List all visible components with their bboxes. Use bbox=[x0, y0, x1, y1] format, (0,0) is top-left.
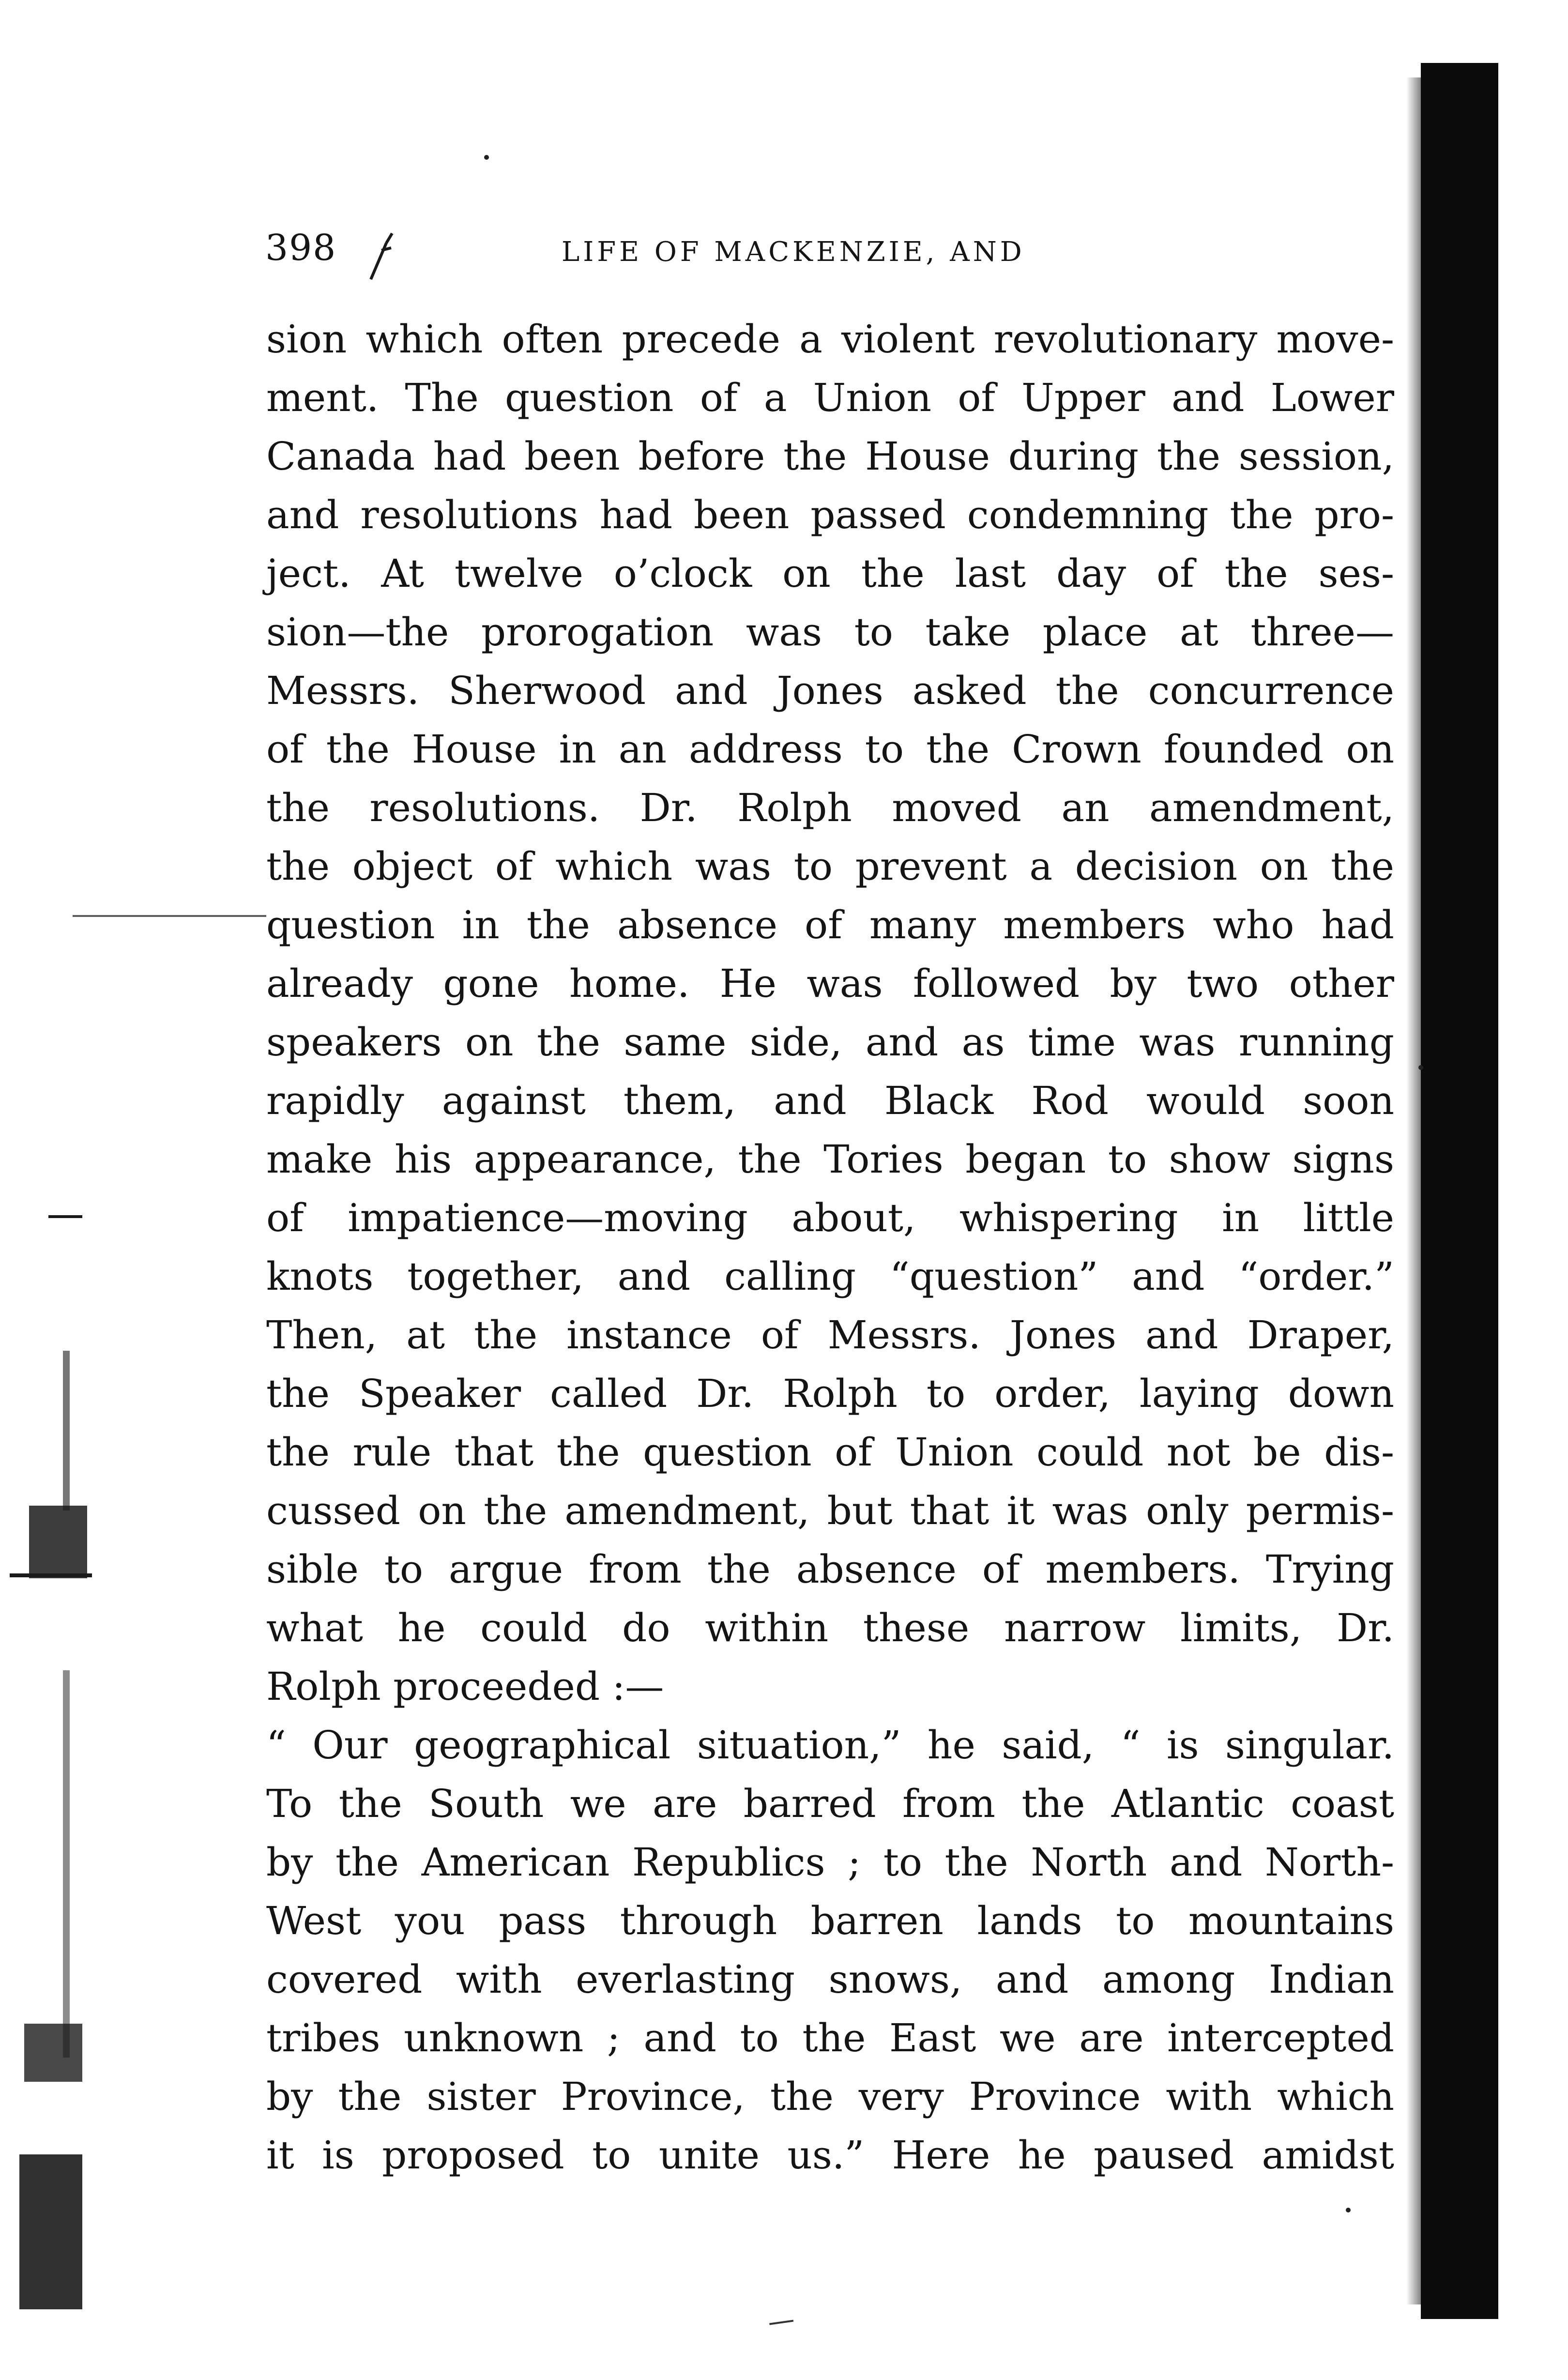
text-line: the object of which was to prevent a decision on the bbox=[266, 844, 1394, 889]
text-line: tribes unknown ; and to the East we are intercepted bbox=[266, 2015, 1394, 2060]
text-line: sion—the prorogation was to take place at three— bbox=[266, 610, 1394, 655]
gutter-mark bbox=[19, 2154, 82, 2309]
text-line: West you pass through barren lands to mountains bbox=[266, 1898, 1394, 1943]
text-line: already gone home. He was followed by two other bbox=[266, 961, 1394, 1006]
text-line: ment. The question of a Union of Upper and Lower bbox=[266, 375, 1394, 420]
binding-bar bbox=[1421, 63, 1498, 2319]
gutter-mark bbox=[63, 1351, 70, 1510]
text-line: it is proposed to unite us.” Here he paused amidst bbox=[266, 2133, 1394, 2178]
text-line: cussed on the amendment, but that it was only permis- bbox=[266, 1488, 1394, 1533]
text-line: Then, at the instance of Messrs. Jones and Draper, bbox=[266, 1312, 1394, 1358]
speck bbox=[1418, 1065, 1423, 1070]
text-line: by the sister Province, the very Province with which bbox=[266, 2074, 1394, 2119]
text-line: sible to argue from the absence of members. Trying bbox=[266, 1547, 1394, 1592]
text-line: Rolph proceeded :— bbox=[266, 1664, 664, 1709]
page-header bbox=[265, 224, 1393, 282]
gutter-mark bbox=[10, 1573, 92, 1577]
text-line: the rule that the question of Union could not be dis- bbox=[266, 1430, 1394, 1475]
gutter-mark bbox=[48, 1215, 82, 1218]
text-line: covered with everlasting snows, and among Indian bbox=[266, 1957, 1394, 2002]
text-line: by the American Republics ; to the North and North- bbox=[266, 1840, 1394, 1885]
gutter-mark bbox=[29, 1506, 87, 1578]
speck bbox=[484, 155, 489, 160]
text-line: the resolutions. Dr. Rolph moved an amendment, bbox=[266, 785, 1394, 830]
text-line: speakers on the same side, and as time was running bbox=[266, 1020, 1394, 1065]
gutter-mark bbox=[24, 2024, 82, 2082]
text-line: of the House in an address to the Crown founded on bbox=[266, 727, 1394, 772]
bottom-mark bbox=[769, 2320, 794, 2331]
pen-mark-icon bbox=[367, 229, 396, 282]
text-line: question in the absence of many members who had bbox=[266, 902, 1394, 947]
text-line: of impatience—moving about, whispering in little bbox=[266, 1195, 1394, 1240]
text-line: and resolutions had been passed condemning the pro- bbox=[266, 492, 1394, 537]
binding-shadow bbox=[1406, 77, 1423, 2304]
running-head: LIFE OF MACKENZIE, AND bbox=[562, 236, 1025, 268]
text-line: make his appearance, the Tories began to show signs bbox=[266, 1137, 1394, 1182]
text-line: rapidly against them, and Black Rod would soon bbox=[266, 1078, 1394, 1123]
gutter-mark bbox=[73, 915, 266, 917]
gutter-mark bbox=[63, 1670, 70, 2058]
text-line: what he could do within these narrow limits, Dr. bbox=[266, 1605, 1394, 1650]
text-line: ject. At twelve o’clock on the last day of the ses- bbox=[266, 551, 1394, 596]
speck bbox=[1346, 2208, 1351, 2212]
page-number: 398 bbox=[265, 227, 337, 269]
text-line: To the South we are barred from the Atlantic coast bbox=[266, 1781, 1394, 1826]
text-line: Canada had been before the House during the session, bbox=[266, 434, 1394, 479]
text-line: Messrs. Sherwood and Jones asked the concurrence bbox=[266, 668, 1394, 713]
text-line: “ Our geographical situation,” he said, “ is singular. bbox=[266, 1723, 1394, 1768]
body-text bbox=[266, 310, 1394, 2184]
text-line: the Speaker called Dr. Rolph to order, laying down bbox=[266, 1371, 1394, 1416]
text-line: knots together, and calling “question” and “order.” bbox=[266, 1254, 1394, 1299]
text-line: sion which often precede a violent revolutionary move- bbox=[266, 317, 1394, 362]
